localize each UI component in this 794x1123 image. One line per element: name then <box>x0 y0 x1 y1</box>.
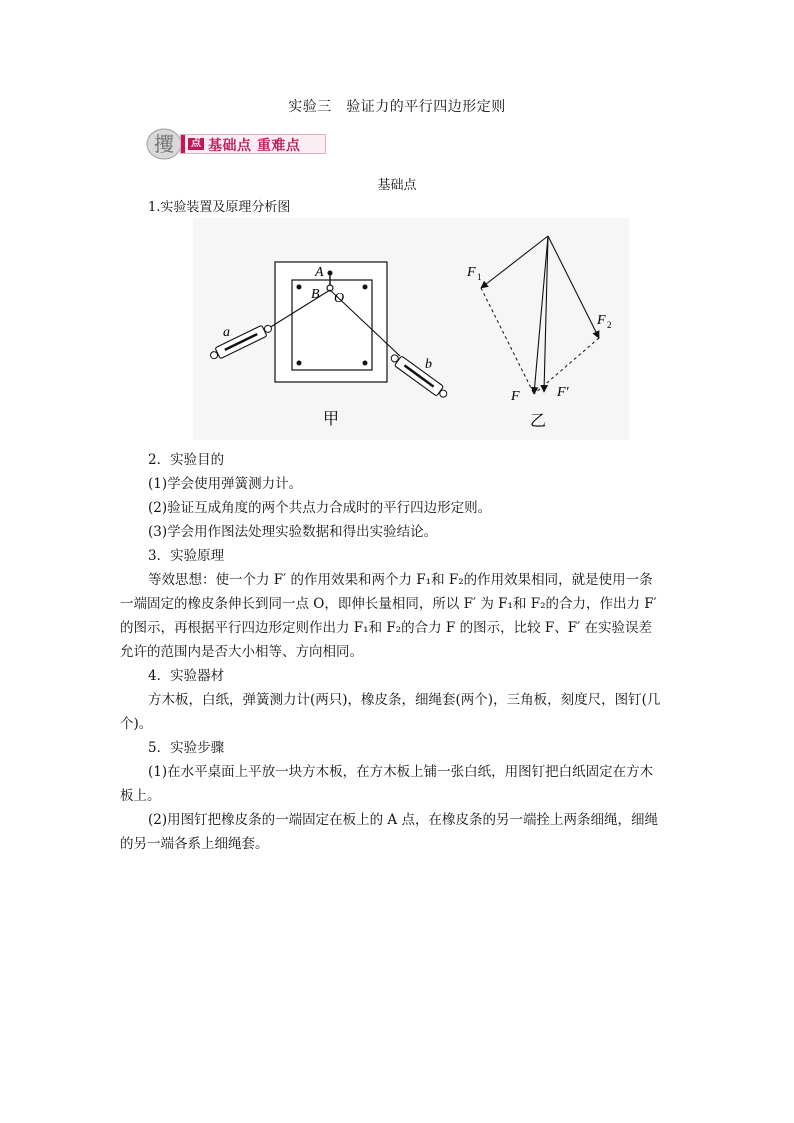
principle-line-2: 一端固定的橡皮条伸长到同一点 O，即伸长量相同，所以 F′ 为 F₁和 F₂的合力，作出力 F′ <box>120 596 657 612</box>
label-b: b <box>425 357 432 372</box>
label-A: A <box>315 265 324 280</box>
purpose-item-3: (3)学会用作图法处理实验数据和得出实验结论。 <box>148 524 438 540</box>
steps-line-4: 的另一端各系上细绳套。 <box>120 836 269 852</box>
point-A <box>328 271 333 276</box>
diagram-name-right: 乙 <box>529 411 547 430</box>
figure-caption: 1.实验装置及原理分析图 <box>148 200 291 215</box>
principle-line-4: 允许的范围内是否大小相等、方向相同。 <box>120 644 363 660</box>
steps-line-2: 板上。 <box>120 788 161 804</box>
equipment-line-1: 方木板，白纸，弹簧测力计(两只)，橡皮条，细绳套(两个)，三角板，刻度尺，图钉(几 <box>148 692 661 708</box>
pin-top-right <box>363 285 368 290</box>
section-subtitle: 基础点 <box>377 178 417 193</box>
principle-line-1: 等效思想：使一个力 F′ 的作用效果和两个力 F₁和 F₂的作用效果相同，就是使用一条 <box>148 572 653 588</box>
label-F1: F <box>467 265 476 280</box>
banner-label: 基础点 重难点 <box>208 138 301 154</box>
diagram-name-left: 甲 <box>322 409 340 428</box>
steps-line-3: (2)用图钉把橡皮条的一端固定在板上的 A 点，在橡皮条的另一端拴上两条细绳，细绳 <box>148 812 658 828</box>
steps-line-1: (1)在水平桌面上平放一块方木板，在方木板上铺一张白纸，用图钉把白纸固定在方木 <box>148 764 654 780</box>
pin-top-left <box>297 285 302 290</box>
heading-principle: 3．实验原理 <box>148 548 225 564</box>
label-F: F <box>511 389 520 404</box>
label-F2-sub: 2 <box>607 320 612 330</box>
experiment-figure <box>193 218 629 440</box>
heading-steps: 5．实验步骤 <box>148 740 225 756</box>
label-O: O <box>334 291 345 306</box>
document-title: 实验三 验证力的平行四边形定则 <box>288 99 506 115</box>
paper-sheet <box>292 280 372 370</box>
purpose-item-2: (2)验证互成角度的两个共点力合成时的平行四边形定则。 <box>148 500 492 516</box>
banner-chip: 点 <box>188 138 204 150</box>
label-F2: F <box>597 313 606 328</box>
seal-char: 攫 <box>154 132 174 156</box>
purpose-item-1: (1)学会使用弹簧测力计。 <box>148 476 303 492</box>
pin-bottom-left <box>297 361 302 366</box>
section-banner <box>146 128 328 160</box>
pin-bottom-right <box>363 361 368 366</box>
heading-equipment: 4．实验器材 <box>148 668 225 684</box>
equipment-line-2: 个)。 <box>120 716 153 732</box>
label-B: B <box>311 287 320 302</box>
label-a: a <box>223 325 230 340</box>
principle-line-3: 的图示，再根据平行四边形定则作出力 F₁和 F₂的合力 F 的图示，比较 F、F′ 在实验误差 <box>120 620 652 636</box>
heading-purpose: 2．实验目的 <box>148 452 225 468</box>
label-F1-sub: 1 <box>477 272 482 282</box>
label-F-prime: F′ <box>557 385 569 400</box>
